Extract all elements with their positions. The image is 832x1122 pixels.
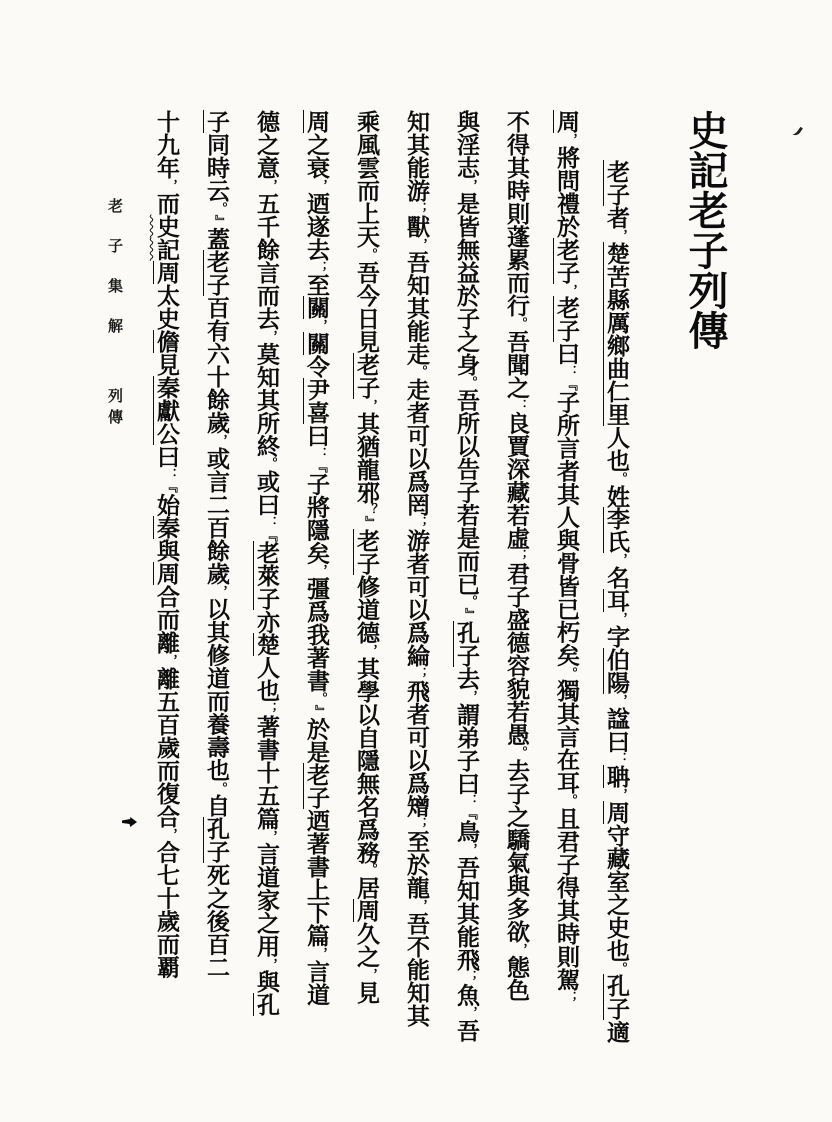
text-column: 子同時云。』蓋老子百有六十餘歲，或言二百餘歲，以其修道而養壽也。自孔子死之後百二 [204,110,229,979]
text-block [135,110,637,1050]
page-title: 史記老子列傳 [683,110,728,350]
margin-running-title [101,198,125,458]
text-column: 十九年，而史記周太史儋見秦獻公曰：『始秦與周合而離，離五百歲而復合，合七十歲而覇 [154,110,179,979]
ink-tick [787,122,803,138]
text-column: 知其能游；獸，吾知其能走。走者可以爲罔；游者可以爲綸；飛者可以爲矰；至於龍，吾不能知其 [404,110,429,1027]
margin-section-title: 列傳 [106,388,122,430]
text-column: 乘風雲而上天。吾今日見老子，其猶龍邪？』老子修道德，其學以自隱無名爲務。居周久之，見 [354,110,379,1004]
text-column: 老子者，楚苦縣厲鄉曲仁里人也。姓李氏，名耳，字伯陽，諡曰：聃，周守藏室之史也。孔子適 [604,160,629,1044]
margin-book-title: 老子集解 [106,198,122,358]
text-column: 不得其時則蓬累而行。吾聞之：良賈深藏若虛；君子盛德容貌若愚。去子之驕氣與多欲，態色 [504,110,529,1002]
text-column: 德之意，五千餘言而去，莫知其所終。或曰：『老萊子亦楚人也；著書十五篇，言道家之用，與孔 [254,110,279,1017]
text-column: 周，將問禮於老子，老子曰：『子所言者其人與骨皆已朽矣。獨其言在耳。且君子得其時則駕； [554,110,579,1004]
text-column: 與淫志，是皆無益於子之身。吾所以告子若是而已。』孔子去，謂弟子曰：『鳥，吾知其能飛；魚，吾 [454,110,479,1042]
text-column: 周之衰，迺遂去；至關，關令尹喜曰：『子將隱矣，彊爲我著書。』於是老子迺著書上下篇，言道 [304,110,329,1006]
